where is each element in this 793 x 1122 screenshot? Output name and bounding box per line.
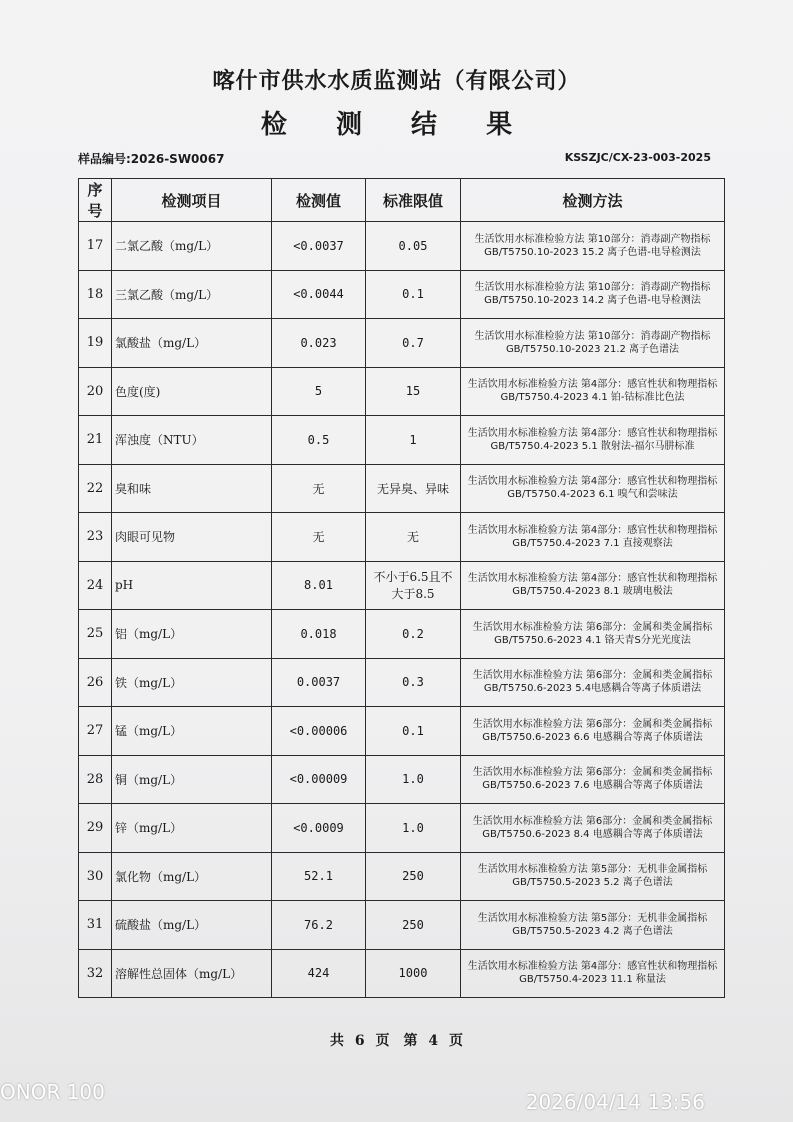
- test-method: 生活饮用水标准检验方法 第6部分：金属和类金属指标 GB/T5750.6-2023 6.6 电感耦合等离子体质谱法: [461, 707, 725, 756]
- standard-limit: 0.3: [366, 658, 461, 707]
- test-value: 0.018: [272, 610, 366, 659]
- test-item: 三氯乙酸（mg/L）: [112, 270, 272, 319]
- standard-limit: 15: [366, 367, 461, 416]
- test-method: 生活饮用水标准检验方法 第10部分：消毒副产物指标 GB/T5750.10-2023 14.2 离子色谱-电导检测法: [461, 270, 725, 319]
- test-item: 铁（mg/L）: [112, 658, 272, 707]
- test-item: 铝（mg/L）: [112, 610, 272, 659]
- test-method: 生活饮用水标准检验方法 第6部分：金属和类金属指标 GB/T5750.6-2023 4.1 铬天青S分光光度法: [461, 610, 725, 659]
- test-value: 0.023: [272, 319, 366, 368]
- row-number: 22: [79, 464, 112, 513]
- standard-limit: 0.7: [366, 319, 461, 368]
- row-number: 31: [79, 901, 112, 950]
- standard-limit: 1.0: [366, 804, 461, 853]
- column-header-no: 序号: [79, 179, 112, 222]
- test-value: <0.0009: [272, 804, 366, 853]
- test-method: 生活饮用水标准检验方法 第4部分：感官性状和物理指标 GB/T5750.4-2023 6.1 嗅气和尝味法: [461, 464, 725, 513]
- standard-limit: 0.1: [366, 707, 461, 756]
- camera-watermark-device: ONOR 100: [0, 1080, 105, 1104]
- test-value: 无: [272, 513, 366, 562]
- test-item: 色度(度): [112, 367, 272, 416]
- test-method: 生活饮用水标准检验方法 第6部分：金属和类金属指标 GB/T5750.6-2023 8.4 电感耦合等离子体质谱法: [461, 804, 725, 853]
- row-number: 23: [79, 513, 112, 562]
- test-item: 二氯乙酸（mg/L）: [112, 222, 272, 271]
- standard-limit: 1000: [366, 949, 461, 998]
- test-method: 生活饮用水标准检验方法 第10部分：消毒副产物指标 GB/T5750.10-2023 21.2 离子色谱法: [461, 319, 725, 368]
- row-number: 26: [79, 658, 112, 707]
- standard-limit: 1: [366, 416, 461, 465]
- test-item: 硫酸盐（mg/L）: [112, 901, 272, 950]
- test-method: 生活饮用水标准检验方法 第5部分：无机非金属指标 GB/T5750.5-2023 4.2 离子色谱法: [461, 901, 725, 950]
- test-value: 0.5: [272, 416, 366, 465]
- test-item: 肉眼可见物: [112, 513, 272, 562]
- row-number: 29: [79, 804, 112, 853]
- column-header-value: 检测值: [272, 179, 366, 222]
- test-method: 生活饮用水标准检验方法 第6部分：金属和类金属指标 GB/T5750.6-2023 5.4电感耦合等离子体质谱法: [461, 658, 725, 707]
- table-row: [79, 416, 725, 465]
- table-row: [79, 367, 725, 416]
- standard-limit: 不小于6.5且不大于8.5: [366, 561, 461, 610]
- test-item: 铜（mg/L）: [112, 755, 272, 804]
- organization-title: 喀什市供水水质监测站（有限公司）: [212, 68, 581, 94]
- test-item: 浑浊度（NTU）: [112, 416, 272, 465]
- row-number: 17: [79, 222, 112, 271]
- test-method: 生活饮用水标准检验方法 第4部分：感官性状和物理指标 GB/T5750.4-2023 7.1 直接观察法: [461, 513, 725, 562]
- test-value: 424: [272, 949, 366, 998]
- test-item: pH: [112, 561, 272, 610]
- test-value: 76.2: [272, 901, 366, 950]
- document-code: KSSZJC/CX-23-003-2025: [564, 151, 711, 164]
- row-number: 19: [79, 319, 112, 368]
- table-row: [79, 319, 725, 368]
- table-row: [79, 707, 725, 756]
- standard-limit: 250: [366, 852, 461, 901]
- test-method: 生活饮用水标准检验方法 第10部分：消毒副产物指标 GB/T5750.10-2023 15.2 离子色谱-电导检测法: [461, 222, 725, 271]
- row-number: 20: [79, 367, 112, 416]
- table-header-row: [79, 179, 725, 222]
- test-item: 溶解性总固体（mg/L）: [112, 949, 272, 998]
- test-value: 52.1: [272, 852, 366, 901]
- table-row: [79, 804, 725, 853]
- test-value: <0.00009: [272, 755, 366, 804]
- table-row: [79, 755, 725, 804]
- standard-limit: 无: [366, 513, 461, 562]
- table-row: [79, 852, 725, 901]
- row-number: 27: [79, 707, 112, 756]
- test-item: 氯酸盐（mg/L）: [112, 319, 272, 368]
- test-item: 锰（mg/L）: [112, 707, 272, 756]
- test-method: 生活饮用水标准检验方法 第4部分：感官性状和物理指标 GB/T5750.4-2023 11.1 称量法: [461, 949, 725, 998]
- row-number: 28: [79, 755, 112, 804]
- test-item: 氯化物（mg/L）: [112, 852, 272, 901]
- page-counter: 共 6 页 第 4 页: [330, 1033, 463, 1049]
- standard-limit: 无异臭、异味: [366, 464, 461, 513]
- standard-limit: 0.05: [366, 222, 461, 271]
- test-method: 生活饮用水标准检验方法 第5部分：无机非金属指标 GB/T5750.5-2023 5.2 离子色谱法: [461, 852, 725, 901]
- table-row: [79, 658, 725, 707]
- test-method: 生活饮用水标准检验方法 第4部分：感官性状和物理指标 GB/T5750.4-2023 5.1 散射法-福尔马肼标准: [461, 416, 725, 465]
- standard-limit: 0.1: [366, 270, 461, 319]
- test-value: <0.00006: [272, 707, 366, 756]
- test-value: 无: [272, 464, 366, 513]
- row-number: 30: [79, 852, 112, 901]
- test-method: 生活饮用水标准检验方法 第4部分：感官性状和物理指标 GB/T5750.4-2023 4.1 铂-钴标准比色法: [461, 367, 725, 416]
- test-value: 8.01: [272, 561, 366, 610]
- row-number: 18: [79, 270, 112, 319]
- test-value: 5: [272, 367, 366, 416]
- test-method: 生活饮用水标准检验方法 第6部分：金属和类金属指标 GB/T5750.6-2023 7.6 电感耦合等离子体质谱法: [461, 755, 725, 804]
- standard-limit: 250: [366, 901, 461, 950]
- column-header-method: 检测方法: [461, 179, 725, 222]
- row-number: 24: [79, 561, 112, 610]
- row-number: 32: [79, 949, 112, 998]
- column-header-item: 检测项目: [112, 179, 272, 222]
- test-value: 0.0037: [272, 658, 366, 707]
- test-method: 生活饮用水标准检验方法 第4部分：感官性状和物理指标 GB/T5750.4-2023 8.1 玻璃电极法: [461, 561, 725, 610]
- sample-number: 样品编号:2026-SW0067: [78, 152, 225, 166]
- table-row: [79, 222, 725, 271]
- table-row: [79, 513, 725, 562]
- test-item: 锌（mg/L）: [112, 804, 272, 853]
- table-row: [79, 561, 725, 610]
- test-item: 臭和味: [112, 464, 272, 513]
- row-number: 25: [79, 610, 112, 659]
- results-table: [78, 178, 725, 998]
- standard-limit: 0.2: [366, 610, 461, 659]
- table-row: [79, 610, 725, 659]
- row-number: 21: [79, 416, 112, 465]
- table-row: [79, 901, 725, 950]
- test-value: <0.0044: [272, 270, 366, 319]
- column-header-limit: 标准限值: [366, 179, 461, 222]
- camera-watermark-timestamp: 2026/04/14 13:56: [525, 1090, 705, 1114]
- test-value: <0.0037: [272, 222, 366, 271]
- document-title: 检 测 结 果: [260, 110, 533, 140]
- table-row: [79, 270, 725, 319]
- table-row: [79, 464, 725, 513]
- table-row: [79, 949, 725, 998]
- standard-limit: 1.0: [366, 755, 461, 804]
